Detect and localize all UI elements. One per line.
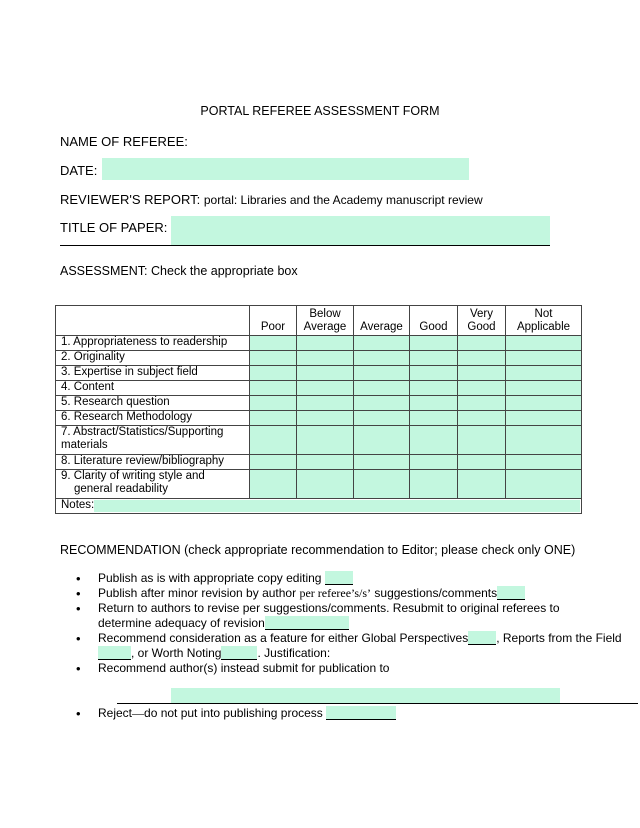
rating-cell[interactable] [250, 351, 297, 366]
rating-cell[interactable] [506, 470, 582, 499]
publish-as-is-checkbox[interactable] [325, 571, 353, 585]
recommendation-note: (check appropriate recommendation to Editor; please check only ONE) [184, 543, 576, 557]
criterion-label: 1. Appropriateness to readership [56, 336, 250, 351]
criterion-label: 2. Originality [56, 351, 250, 366]
rating-cell[interactable] [506, 336, 582, 351]
notes-cell [56, 499, 582, 514]
date-label: DATE: [60, 163, 98, 178]
rating-cell[interactable] [354, 470, 410, 499]
recommendation-heading [60, 543, 575, 557]
rating-cell[interactable] [250, 366, 297, 381]
global-perspectives-checkbox[interactable] [468, 631, 496, 645]
bullet-icon: • [76, 631, 81, 646]
bullet-icon: • [76, 661, 81, 676]
notes-row [56, 499, 582, 514]
rating-cell[interactable] [250, 396, 297, 411]
column-header: Below Average [297, 306, 354, 336]
column-header: Poor [250, 306, 297, 336]
rating-cell[interactable] [297, 381, 354, 396]
minor-revision-checkbox[interactable] [497, 586, 525, 600]
rating-cell[interactable] [458, 455, 506, 470]
bullet-icon: • [76, 601, 81, 616]
rating-cell[interactable] [297, 455, 354, 470]
table-header-row [56, 306, 582, 336]
rating-cell[interactable] [458, 336, 506, 351]
rating-cell[interactable] [354, 411, 410, 426]
reviewers-report [60, 192, 483, 207]
rating-cell[interactable] [250, 470, 297, 499]
column-header: Not Applicable [506, 306, 582, 336]
table-row [56, 351, 582, 366]
rating-cell[interactable] [506, 426, 582, 455]
rating-cell[interactable] [297, 411, 354, 426]
criterion-label: 4. Content [56, 381, 250, 396]
rating-cell[interactable] [506, 381, 582, 396]
title-of-paper-field[interactable] [171, 216, 550, 245]
table-row [56, 426, 582, 455]
rating-cell[interactable] [458, 366, 506, 381]
column-header: Good [410, 306, 458, 336]
rating-cell[interactable] [410, 426, 458, 455]
criterion-label: 6. Research Methodology [56, 411, 250, 426]
rating-cell[interactable] [297, 366, 354, 381]
rating-cell[interactable] [250, 411, 297, 426]
rating-cell[interactable] [354, 381, 410, 396]
rating-cell[interactable] [354, 396, 410, 411]
reject-item: • Reject—do not put into publishing process [60, 706, 396, 721]
submit-elsewhere-field[interactable] [171, 688, 560, 703]
criterion-label: 9. Clarity of writing style and general readability [56, 470, 250, 499]
list-item: • Recommend consideration as a feature for either Global Perspectives , Reports from the Field , or Worth Noting . Justification: [76, 631, 622, 660]
rating-cell[interactable] [410, 336, 458, 351]
rating-cell[interactable] [458, 381, 506, 396]
rating-cell[interactable] [410, 351, 458, 366]
rating-cell[interactable] [354, 455, 410, 470]
rating-cell[interactable] [250, 426, 297, 455]
bullet-icon: • [76, 586, 81, 601]
assessment-heading [60, 264, 298, 278]
notes-field[interactable] [94, 500, 580, 512]
list-item: • Return to authors to revise per suggestions/comments. Resubmit to original referees to determine adequacy of revision [76, 601, 560, 630]
table-row [56, 396, 582, 411]
reviewers-report-text: portal: Libraries and the Academy manuscript review [203, 193, 483, 207]
criterion-label: 3. Expertise in subject field [56, 366, 250, 381]
criterion-label: 7. Abstract/Statistics/Supporting materials [56, 426, 250, 455]
rating-cell[interactable] [354, 366, 410, 381]
table-row [56, 470, 582, 499]
rating-cell[interactable] [410, 411, 458, 426]
rating-cell[interactable] [410, 470, 458, 499]
reports-from-field-checkbox[interactable] [98, 646, 131, 660]
reviewers-report-label: REVIEWER'S REPORT: [60, 192, 201, 207]
column-header: Average [354, 306, 410, 336]
rating-cell[interactable] [410, 396, 458, 411]
rating-cell[interactable] [458, 470, 506, 499]
title-of-paper-label: TITLE OF PAPER: [60, 220, 168, 235]
table-row [56, 455, 582, 470]
reject-checkbox[interactable] [326, 706, 396, 720]
return-to-authors-checkbox[interactable] [265, 616, 349, 630]
assessment-label: ASSESSMENT: [60, 264, 148, 278]
table-row [56, 336, 582, 351]
rating-cell[interactable] [250, 455, 297, 470]
rating-cell[interactable] [297, 426, 354, 455]
rating-cell[interactable] [297, 336, 354, 351]
submit-elsewhere-underline [117, 703, 638, 704]
assessment-instruction: Check the appropriate box [151, 264, 298, 278]
rating-cell[interactable] [458, 396, 506, 411]
table-row [56, 411, 582, 426]
rating-cell[interactable] [354, 336, 410, 351]
list-item: • Recommend author(s) instead submit for publication to [76, 661, 390, 676]
list-item: • Publish after minor revision by author per referee’s/s’ suggestions/comments [60, 586, 630, 601]
list-item: • Publish as is with appropriate copy editing [60, 571, 630, 586]
rating-cell[interactable] [506, 351, 582, 366]
bullet-icon: • [76, 706, 81, 721]
rating-cell[interactable] [250, 336, 297, 351]
criterion-label: 8. Literature review/bibliography [56, 455, 250, 470]
criterion-label: 5. Research question [56, 396, 250, 411]
rating-cell[interactable] [410, 366, 458, 381]
rating-cell[interactable] [410, 455, 458, 470]
rating-cell[interactable] [297, 351, 354, 366]
rating-cell[interactable] [506, 411, 582, 426]
rating-cell[interactable] [458, 351, 506, 366]
notes-label: Notes: [61, 499, 95, 511]
rating-cell[interactable] [506, 396, 582, 411]
worth-noting-checkbox[interactable] [221, 646, 257, 660]
criteria-header [56, 306, 250, 336]
bullet-icon: • [76, 571, 81, 586]
rating-cell[interactable] [506, 455, 582, 470]
recommendation-label: RECOMMENDATION [60, 543, 181, 557]
name-of-referee-label: NAME OF REFEREE: [60, 134, 188, 149]
rating-cell[interactable] [297, 470, 354, 499]
table-row [56, 366, 582, 381]
form-title: PORTAL REFEREE ASSESSMENT FORM [200, 104, 440, 118]
date-field[interactable] [102, 158, 469, 180]
rating-cell[interactable] [458, 411, 506, 426]
table-row [56, 381, 582, 396]
rating-cell[interactable] [410, 381, 458, 396]
rating-cell[interactable] [458, 426, 506, 455]
column-header: Very Good [458, 306, 506, 336]
rating-cell[interactable] [250, 381, 297, 396]
recommendation-list [60, 565, 630, 676]
rating-cell[interactable] [506, 366, 582, 381]
assessment-table [55, 305, 582, 514]
rating-cell[interactable] [297, 396, 354, 411]
rating-cell[interactable] [354, 426, 410, 455]
title-underline [60, 245, 550, 246]
rating-cell[interactable] [354, 351, 410, 366]
